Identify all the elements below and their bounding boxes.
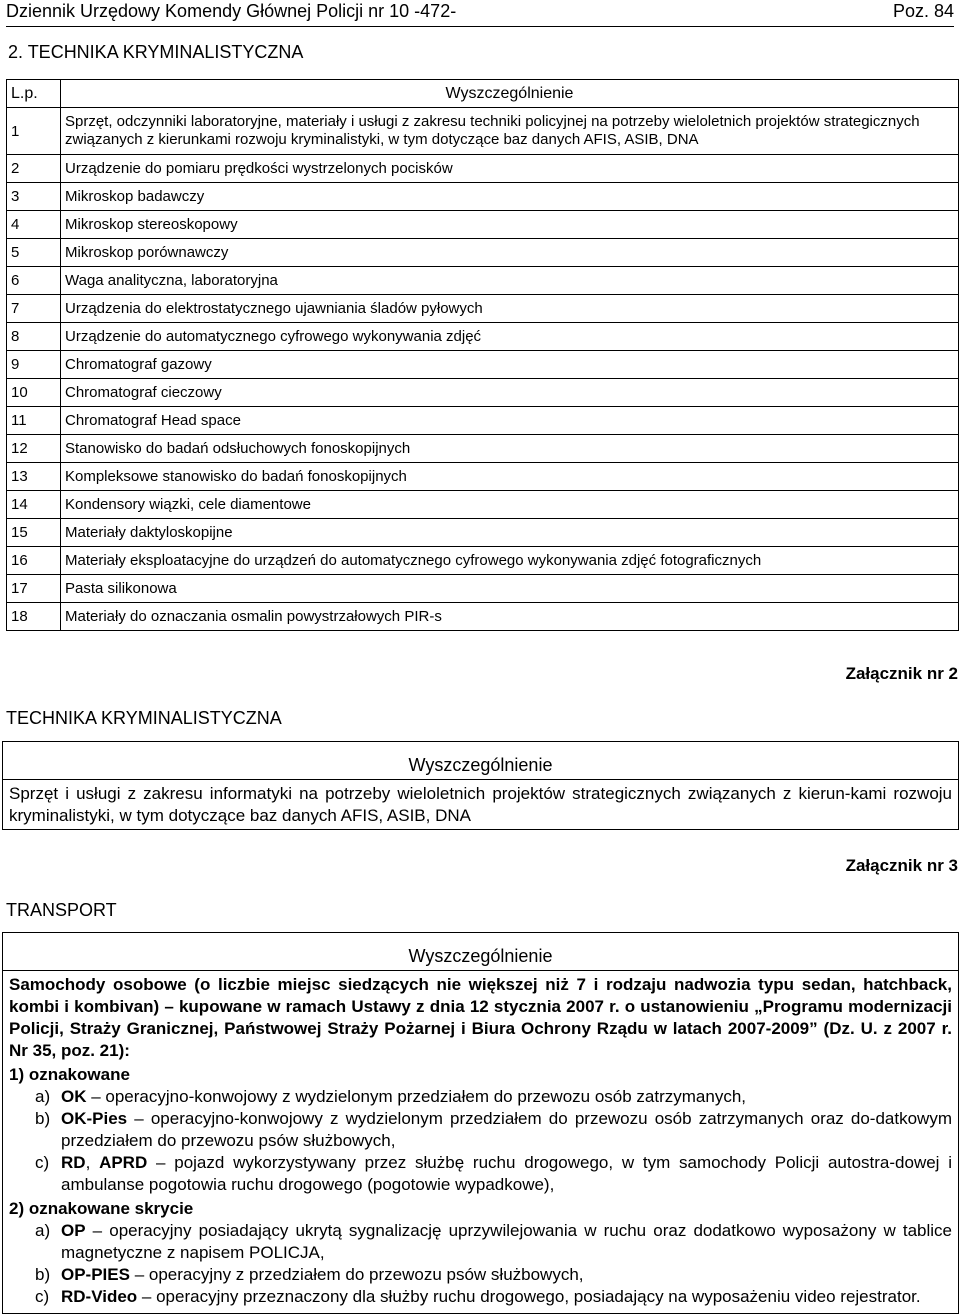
row-number: 10 [7,379,61,407]
annex-3-intro: Samochody osobowe (o liczbie miejsc siedzących nie większej niż 7 i rodzaju nadwozia typu sedan, hatchback, kombi i kombivan) – kupowane w ramach Ustawy z dnia 12 stycznia 2007 r. o ustanowieniu „Programu modernizacji Policji, Straży Granicznej, Państwowej Straży Pożarnej i Biura Ochrony Rządu w latach 2007-2009” (Dz. U. z 2007 r. Nr 35, poz. 21): [9,975,952,1060]
table-row [7,519,959,547]
row-number: 13 [7,463,61,491]
table-row [7,155,959,183]
row-description: Chromatograf cieczowy [61,379,959,407]
position-number: Poz. 84 [892,1,954,21]
list-item [9,1264,952,1286]
row-number: 18 [7,603,61,631]
row-description: Chromatograf Head space [61,407,959,435]
item-marker: c) [35,1153,50,1172]
list-item [9,1152,952,1196]
annex-3-body [3,971,958,1314]
row-description: Pasta silikonowa [61,575,959,603]
annex-3-title: TRANSPORT [6,900,117,920]
row-number: 7 [7,295,61,323]
list-item [9,1086,952,1108]
item-marker: b) [35,1109,51,1128]
item-marker: c) [35,1287,50,1306]
row-description: Urządzenia do elektrostatycznego ujawniania śladów pyłowych [61,295,959,323]
row-number: 14 [7,491,61,519]
table-row [7,435,959,463]
list-item [9,1286,952,1308]
row-description: Materiały eksploatacyjne do urządzeń do automatycznego cyfrowego wykonywania zdjęć fotograficznych [61,547,959,575]
row-description: Stanowisko do badań odsłuchowych fonoskopijnych [61,435,959,463]
row-description: Chromatograf gazowy [61,351,959,379]
annex-3-label: Załącznik nr 3 [845,856,958,875]
row-description: Materiały daktyloskopijne [61,519,959,547]
vehicle-code: OK-Pies [61,1109,128,1128]
table-row [7,211,959,239]
item-marker: b) [35,1265,51,1284]
annex-2-table [2,741,959,830]
row-number: 6 [7,267,61,295]
annex-2-column-header: Wyszczególnienie [3,742,958,780]
covert-vehicles-list [9,1220,952,1308]
row-number: 9 [7,351,61,379]
item-marker: a) [35,1087,51,1106]
row-number: 3 [7,183,61,211]
table-row [7,183,959,211]
row-number: 4 [7,211,61,239]
vehicle-description: – pojazd wykorzystywany przez służbę ruchu drogowego, w tym samochody Policji autostra-dowej i ambulanse pogotowia ruchu drogowego (pogotowie wypadkowe), [61,1153,952,1194]
column-description-header: Wyszczególnienie [61,80,959,108]
table-row [7,463,959,491]
list-item [9,1108,952,1152]
vehicle-description: – operacyjny z przedziałem do przewozu psów służbowych, [129,1265,584,1284]
item-marker: a) [35,1221,51,1240]
vehicle-code: OP [61,1221,86,1240]
annex-3-table [2,932,959,1314]
table-row [7,379,959,407]
table-row [7,547,959,575]
row-number: 16 [7,547,61,575]
row-description: Sprzęt, odczynniki laboratoryjne, materiały i usługi z zakresu techniki policyjnej na potrzeby wieloletnich projektów strategicznych związanych z kierunkami rozwoju kryminalistyki, w tym dotyczące baz danych AFIS, ASIB, DNA [61,108,959,155]
row-number: 15 [7,519,61,547]
row-number: 5 [7,239,61,267]
table-row [7,491,959,519]
table-row [7,108,959,155]
table-body [7,108,959,631]
covert-vehicles-heading: 2) oznakowane skrycie [9,1199,194,1218]
page-header [6,0,954,27]
column-lp-header: L.p. [7,80,61,108]
marked-vehicles-heading: 1) oznakowane [9,1065,130,1084]
row-description: Kondensory wiązki, cele diamentowe [61,491,959,519]
table-row [7,323,959,351]
row-description: Materiały do oznaczania osmalin powystrzałowych PIR-s [61,603,959,631]
table-row [7,267,959,295]
table-row [7,295,959,323]
row-description: Urządzenie do automatycznego cyfrowego wykonywania zdjęć [61,323,959,351]
equipment-table [6,79,959,631]
table-row [7,351,959,379]
table-row [7,239,959,267]
table-row [7,603,959,631]
annex-2-label: Załącznik nr 2 [845,664,958,683]
row-description: Kompleksowe stanowisko do badań fonoskopijnych [61,463,959,491]
annex-3-column-header: Wyszczególnienie [3,933,958,971]
marked-vehicles-list [9,1086,952,1196]
code-separator: , [85,1153,100,1172]
row-description: Urządzenie do pomiaru prędkości wystrzelonych pocisków [61,155,959,183]
vehicle-description: – operacyjny posiadający ukrytą sygnalizację uprzywilejowania w ruchu oraz dodatkowo wyposażony w tablice magnetyczne z napisem POLICJA, [61,1221,952,1262]
row-description: Mikroskop badawczy [61,183,959,211]
vehicle-description: – operacyjno-konwojowy z wydzielonym przedziałem do przewozu osób zatrzymanych oraz do-datkowym przedziałem do przewozu psów służbowych, [61,1109,952,1150]
row-number: 8 [7,323,61,351]
journal-title: Dziennik Urzędowy Komendy Głównej Policji nr 10 -472- [6,1,457,21]
vehicle-code: RD-Video [61,1287,138,1306]
annex-2-description: Sprzęt i usługi z zakresu informatyki na potrzeby wieloletnich projektów strategicznych związanych z kierun-kami rozwoju kryminalistyki, w tym dotyczące baz danych AFIS, ASIB, DNA [9,784,952,825]
annex-2-title: TECHNIKA KRYMINALISTYCZNA [6,708,282,728]
vehicle-code: APRD [99,1153,148,1172]
section-title: 2. TECHNIKA KRYMINALISTYCZNA [8,42,304,62]
row-number: 11 [7,407,61,435]
list-item [9,1220,952,1264]
vehicle-description: – operacyjno-konwojowy z wydzielonym przedziałem do przewozu osób zatrzymanych, [86,1087,747,1106]
table-row [7,407,959,435]
table-header-row [7,80,959,108]
row-number: 17 [7,575,61,603]
row-number: 1 [7,108,61,155]
row-description: Mikroskop porównawczy [61,239,959,267]
vehicle-code: RD [61,1153,86,1172]
row-number: 12 [7,435,61,463]
table-row [7,575,959,603]
vehicle-description: – operacyjny przeznaczony dla służby ruchu drogowego, posiadający na wyposażeniu video rejestrator. [137,1287,921,1306]
row-description: Mikroskop stereoskopowy [61,211,959,239]
row-number: 2 [7,155,61,183]
vehicle-code: OP-PIES [61,1265,130,1284]
vehicle-code: OK [61,1087,87,1106]
row-description: Waga analityczna, laboratoryjna [61,267,959,295]
